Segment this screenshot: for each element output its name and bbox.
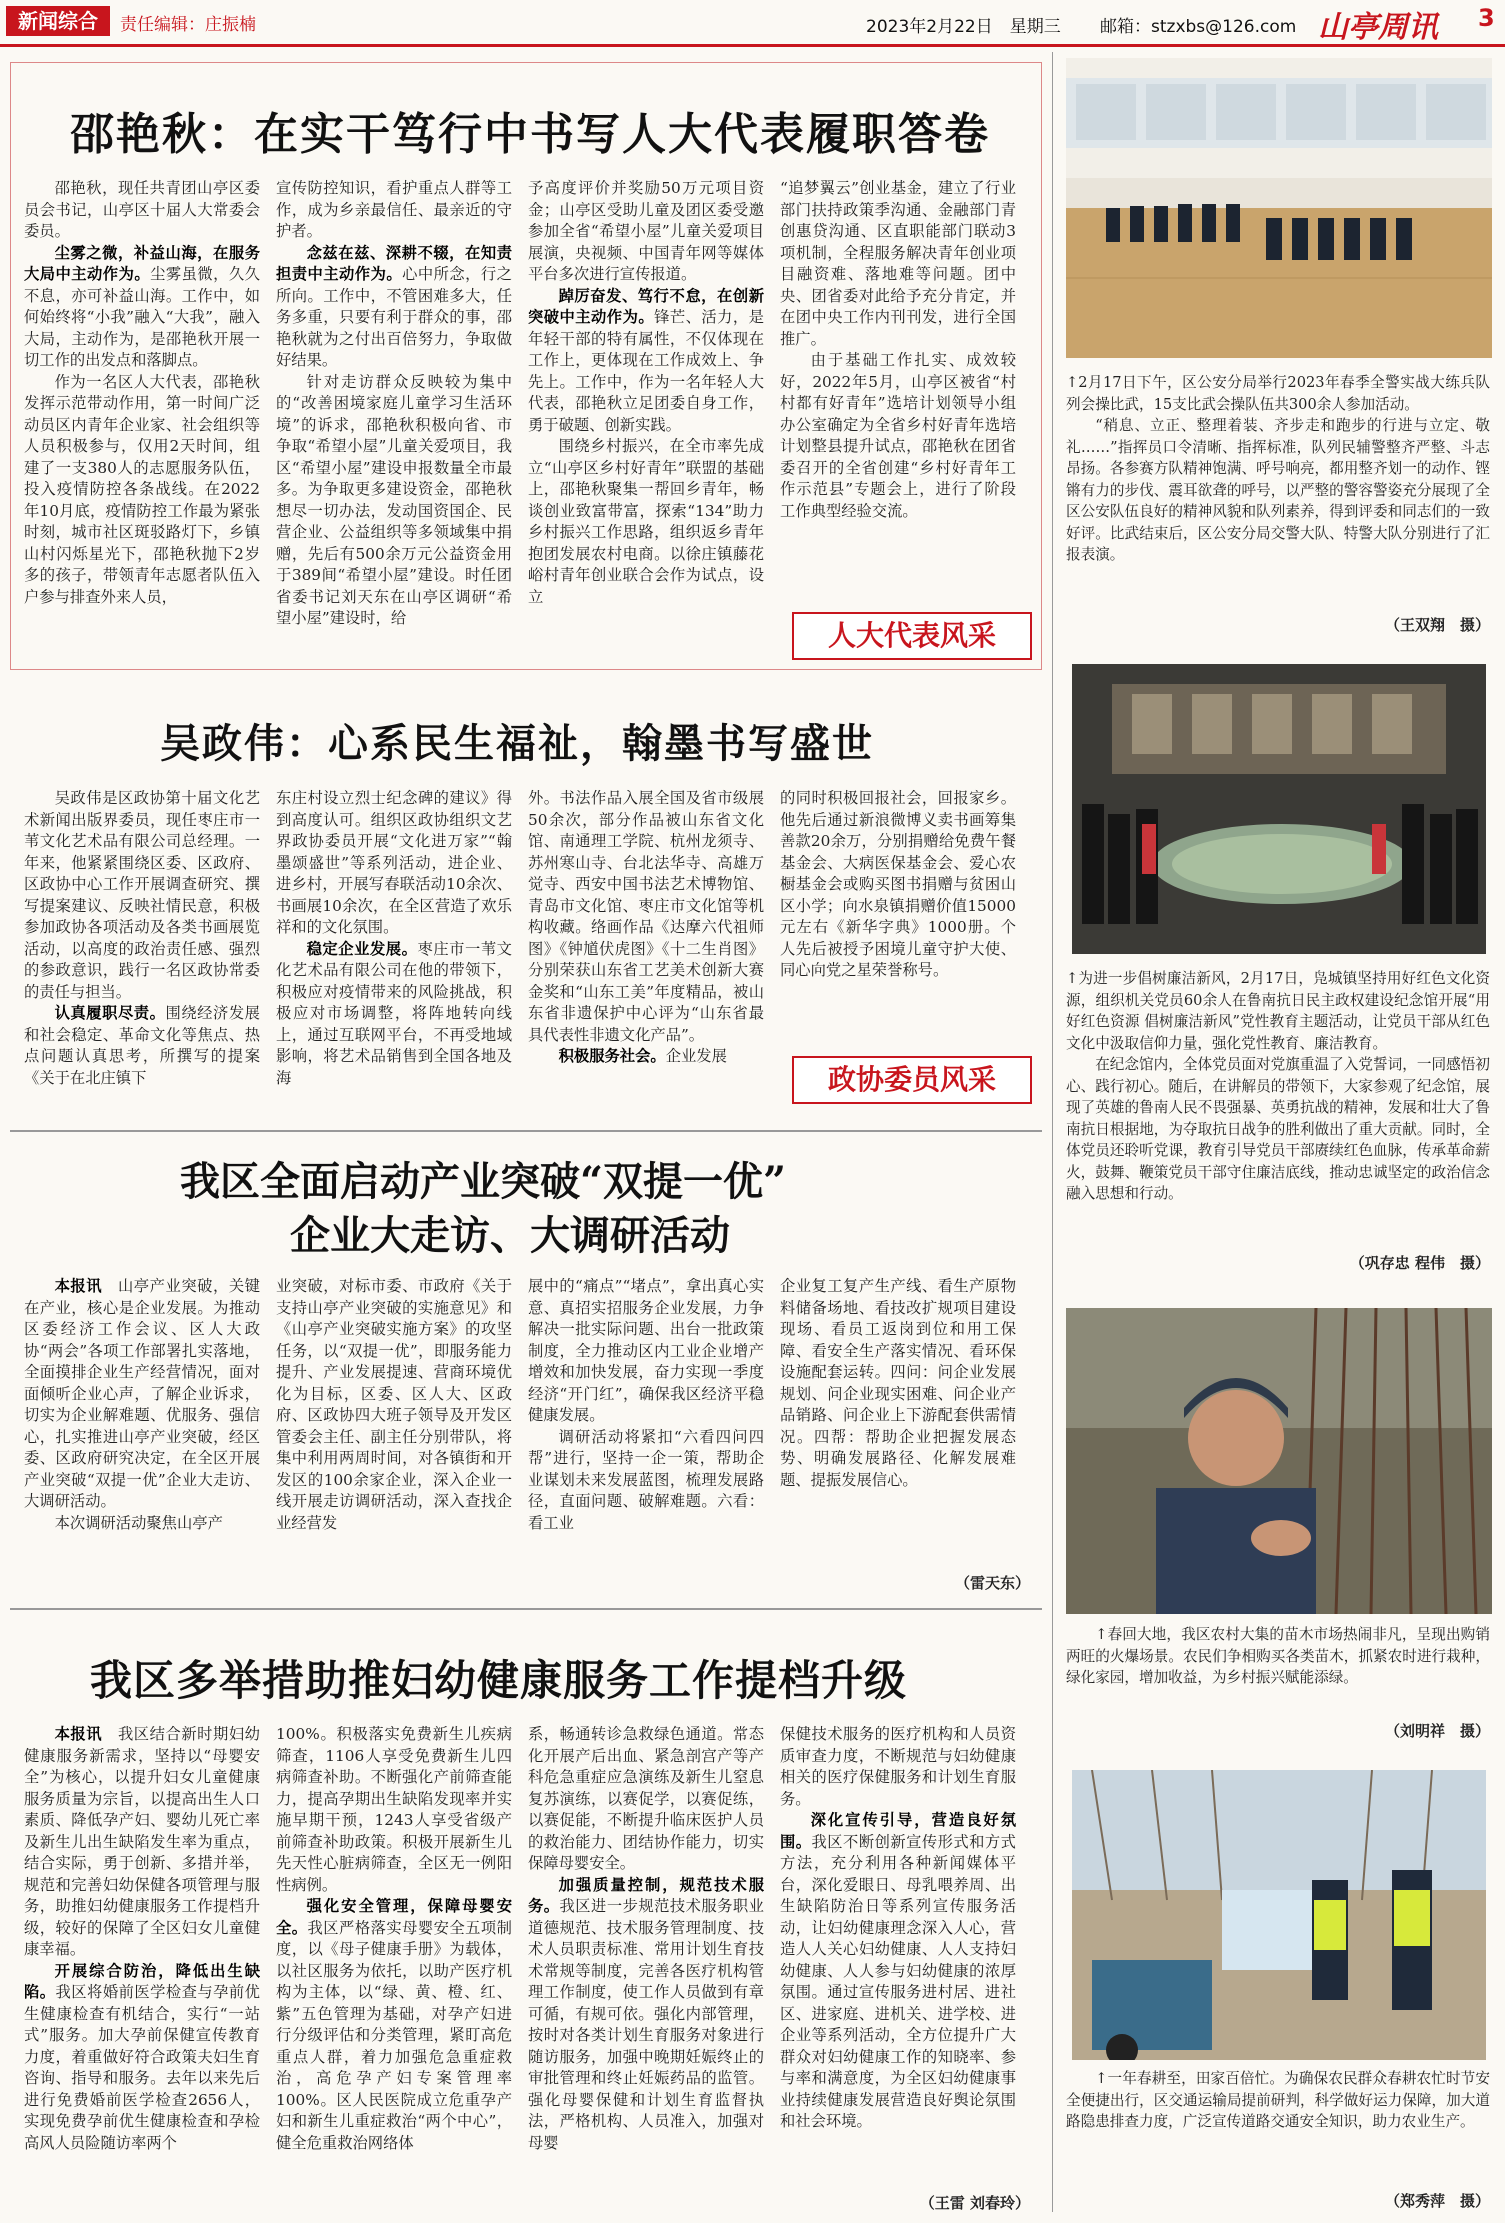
caption-text: “稍息、立正、整理着装、齐步走和跑步的行进与立定、敬礼……”指挥员口令清晰、指挥标准，队列民辅警整齐严整、斗志昂扬。各参赛方队精神饱满、呼号响亮，都用整齐划一的动作、铿锵有力的步伐、震耳欲聋的呼号，以严整的警容警姿充分展现了全区公安队伍良好的精神风貌和队列素养，得到评委和同志们的一致好评。比武结束后，区公安分局交警大队、特警大队分别进行了汇报表演。 xyxy=(1066,417,1490,563)
photo3-credit: （刘明祥 摄） xyxy=(1384,1722,1490,1740)
paragraph: 宣传防控知识，看护重点人群等工作，成为乡亲最信任、最亲近的守护者。 xyxy=(276,179,512,240)
paragraph: 枣庄市一苇文化艺术品有限公司在他的带领下，积极应对疫情带来的风险挑战，积极应对市场调整，将阵地转向线上，通过互联网平台，不再受地域影响，将艺术品销售到全国各地及海 xyxy=(276,939,512,1087)
museum-visit-photo xyxy=(1072,664,1486,954)
paragraph: 业突破，对标市委、市政府《关于支持山亭产业突破的实施意见》和《山亭产业突破实施方案》的攻坚任务，以“双提一优”，即服务能力提升、产业发展提速、营商环境优化为目标，区委、区人大、区政府、区政协四大班子领导及开发区管委会主任、副主任分别带队，将集中利用两周时间，对各镇街和开发区的100余家企业，深入企业一线开展走访调研活动，深入查找企业经营发 xyxy=(276,1277,512,1532)
lead-text: 积极服务社会。 xyxy=(558,1047,666,1065)
photo1-credit: （王双翔 摄） xyxy=(1384,616,1490,634)
museum-visit-caption xyxy=(1066,968,1490,1248)
paragraph: 我区严格落实母婴安全五项制度，以《母子健康手册》为载体，以社区服务为依托，以助产医疗机构为主体，以“绿、黄、橙、红、紫”五色管理为基础，对孕产妇进行分级评估和分类管理，紧盯高危重点人群，着力加强危急重症救治，高危孕产妇专案管理率100%。区人民医院成立危重孕产妇和新生儿重症救治“两个中心”，健全危重救治网络体 xyxy=(276,1918,512,2152)
caption-text: ↑为进一步倡树廉洁新风，2月17日，凫城镇坚持用好红色文化资源，组织机关党员60余人在鲁南抗日民主政权建设纪念馆开展“用好红色资源 倡树廉洁新风”党性教育主题活动，让党员干部从红色文化中汲取信仰力量，强化党性教育、廉洁教育。 xyxy=(1066,970,1490,1052)
paragraph: 100%。积极落实免费新生儿疾病筛查，1106人享受免费新生儿四病筛查补助。不断强化产前筛查能力，提高孕期出生缺陷发现率并实施早期干预，1243人享受省级产前筛查补助政策。积极开展新生儿先天性心脏病筛查，全区无一例阳性病例。 xyxy=(276,1725,512,1894)
article1-col4 xyxy=(780,178,1016,598)
lead-text: 开展综合防治，降低出生缺陷。 xyxy=(24,1961,260,2001)
paragraph: 我区不断创新宣传形式和方式方法，充分利用各种新闻媒体平台，深化爱眼日、母乳喂养周、出生缺陷防治日等系列宣传服务活动，让妇幼健康理念深入人心，营造人人关心妇幼健康、人人支持妇幼健康、人人参与妇幼健康的浓厚氛围。通过宣传服务进村居、进社区、进家庭、进机关、进学校、进企业等系列活动，全方位提升广大群众对妇幼健康工作的知晓率、参与率和满意度，为全区妇幼健康事业持续健康发展营造良好舆论氛围和社会环境。 xyxy=(780,1832,1016,2130)
article2-col1 xyxy=(24,788,260,1120)
museum-visit-image xyxy=(1072,664,1486,954)
photo2-credit: （巩存忠 程伟 摄） xyxy=(1349,1254,1490,1272)
paragraph: 予高度评价并奖励50万元项目资金；山亭区受助儿童及团区委受邀参加全省“希望小屋”儿童关爱项目展演，央视频、中国青年网等媒体平台多次进行宣传报道。 xyxy=(528,179,764,283)
article2-col3 xyxy=(528,788,764,1120)
lead-text: 念兹在兹、深耕不辍，在知责担责中主动作为。 xyxy=(276,243,512,283)
paragraph: 的同时积极回报社会，回报家乡。他先后通过新浪微博义卖书画筹集善款20余万，分别捐赠给免费午餐基金会、大病医保基金会、爱心农橱基金会或购买图书捐赠与贫困山区小学；向水泉镇捐赠价值15000元左右《新华字典》1000册。个人先后被授予困境儿童守护大使、同心向党之星荣誉称号。 xyxy=(780,789,1016,979)
article4-title: 我区多举措助推妇幼健康服务工作提档升级 xyxy=(90,1656,908,1705)
caption-text: ↑春回大地，我区农村大集的苗木市场热闹非凡，呈现出购销两旺的火爆场景。农民们争相购买各类苗木，抓紧农时进行栽种，绿化家园，增加收益，为乡村振兴赋能添绿。 xyxy=(1066,1626,1490,1686)
seedling-market-image xyxy=(1066,1308,1492,1614)
paragraph: 外。书法作品入展全国及省市级展50余次，部分作品被山东省文化馆、南通理工学院、杭州龙须寺、苏州寒山寺、台北法华寺、高雄万觉寺、西安中国书法艺术博物馆、青岛市文化馆、枣庄市文化馆等机构收藏。络画作品《达摩六代祖师图》《钟馗伏虎图》《十二生肖图》分别荣获山东省工艺美术创新大赛金奖和“山东工美”年度精品，被山东省非遗保护中心评为“山东省最具代表性非遗文化产品”。 xyxy=(528,789,764,1044)
article2-col4 xyxy=(780,788,1016,1038)
article1-col3 xyxy=(528,178,764,668)
article2-title: 吴政伟：心系民生福祉，翰墨书写盛世 xyxy=(160,720,874,767)
article4-credit: （王雷 刘春玲） xyxy=(919,2194,1030,2212)
lead-text: 踔厉奋发、笃行不怠，在创新突破中主动作为。 xyxy=(528,286,764,326)
seedling-market-caption xyxy=(1066,1624,1490,1714)
paragraph: 我区结合新时期妇幼健康服务新需求，坚持以“母婴安全”为核心，以提升妇女儿童健康服务质量为宗旨，以提高出生人口素质、降低孕产妇、婴幼儿死亡率及新生儿出生缺陷发生率为重点，结合实际，勇于创新、多措并举，规范和完善妇幼保健各项管理与服务，助推妇幼健康服务工作提档升级，较好的保障了全区妇女儿童健康幸福。 xyxy=(24,1725,260,1958)
police-drill-image xyxy=(1066,58,1492,358)
article3-title-line2: 企业大走访、大调研活动 xyxy=(290,1212,730,1259)
traffic-police-image xyxy=(1072,1770,1486,2060)
paragraph: 针对走访群众反映较为集中的“改善困境家庭儿童学习生活环境”的诉求，邵艳秋积极向省、市争取“希望小屋”儿童关爱项目，我区“希望小屋”建设申报数量全市最多。为争取更多建设资金，邵艳秋想尽一切办法，发动国资国企、民营企业、公益组织等多领域集中捐赠，先后有500余万元公益资金用于389间“希望小屋”建设。时任团省委书记刘天东在山亭区调研“希望小屋”建设时，给 xyxy=(276,372,512,627)
seedling-market-photo xyxy=(1066,1308,1492,1614)
paragraph: 企业发展 xyxy=(665,1047,727,1065)
paragraph: 围绕乡村振兴，在全市率先成立“山亭区乡村好青年”联盟的基础上，邵艳秋聚集一帮回乡青年，畅谈创业致富带富，探索“134”助力乡村振兴工作思路，组织返乡青年抱团发展农村电商。以徐庄镇藤花峪村青年创业联合会作为试点，设立 xyxy=(528,437,764,606)
article3-title-line1: 我区全面启动产业突破“双提一优” xyxy=(180,1158,787,1205)
article4-col2 xyxy=(276,1724,512,2214)
article3-col4 xyxy=(780,1276,1016,1566)
article2-col2 xyxy=(276,788,512,1120)
paragraph: 尘雾虽微，久久不息，亦可补益山海。工作中，如何始终将“小我”融入“大我”，融入大局，主动作为，是邵艳秋开展一切工作的出发点和落脚点。 xyxy=(24,265,260,369)
paper-logo: 山亭周讯 xyxy=(1318,10,1438,45)
paragraph: 邵艳秋，现任共青团山亭区委员会书记，山亭区十届人大常委会委员。 xyxy=(24,179,260,240)
lead-text: 本报讯 xyxy=(54,1277,103,1295)
lead-text: 本报讯 xyxy=(54,1725,103,1743)
article1-col2 xyxy=(276,178,512,668)
lead-text: 稳定企业发展。 xyxy=(306,939,418,958)
paragraph: 系，畅通转诊急救绿色通道。常态化开展产后出血、紧急剖宫产等产科危急重症应急演练及新生儿窒息复苏演练，以赛促学，以赛促练，以赛促能，不断提升临床医护人员的救治能力、团结协作能力，切实保障母婴安全。 xyxy=(528,1725,764,1872)
police-drill-caption xyxy=(1066,372,1490,608)
paragraph: 锋芒、活力，是年轻干部的特有属性，不仅体现在工作上，更体现在工作成效上、争先上。工作中，作为一名年轻人大代表，邵艳秋立足团委自身工作，勇于破题、创新实践。 xyxy=(528,308,764,434)
caption-text: 在纪念馆内，全体党员面对党旗重温了入党誓词，一同感悟初心、践行初心。随后，在讲解员的带领下，大家参观了纪念馆，展现了英雄的鲁南人民不畏强暴、英勇抗战的精神，发展和壮大了鲁南抗日根据地，为夺取抗日战争的胜利做出了重大贡献。同时，全体党员还聆听党课，教育引导党员干部赓续红色血脉，传承革命薪火，鼓舞、鞭策党员干部守住廉洁底线，推动忠诚坚定的政治信念融入思想和行动。 xyxy=(1066,1056,1490,1202)
caption-text: ↑一年春耕至，田家百倍忙。为确保农民群众春耕农忙时节安全便捷出行，区交通运输局提前研判，科学做好运力保障，加大道路隐患排查力度，广泛宣传道路交通安全知识，助力农业生产。 xyxy=(1066,2070,1490,2130)
paragraph: 展中的“痛点”“堵点”，拿出真心实意、真招实招服务企业发展，力争解决一批实际问题、出台一批政策制度，全力推动区内工业企业增产增效和加快发展，奋力实现一季度经济“开门红”，确保我区经济平稳健康发展。 xyxy=(528,1277,764,1424)
police-drill-photo xyxy=(1066,58,1492,358)
lead-text: 深化宣传引导，营造良好氛围。 xyxy=(780,1811,1016,1851)
article4-col3 xyxy=(528,1724,764,2214)
section-badge: 新闻综合 xyxy=(6,6,110,36)
article1-tag: 人大代表风采 xyxy=(792,612,1032,660)
paragraph: 山亭产业突破，关键在产业，核心是企业发展。为推动区委经济工作会议、区人大政协“两会”各项工作部署扎实落地，全面摸排企业生产经营情况，面对面倾听企业心声，了解企业诉求，切实为企业解难题、优服务、强信心，扎实推进山亭产业突破，经区委、区政府研究决定，在全区开展产业突破“双提一优”企业大走访、大调研活动。 xyxy=(24,1277,260,1510)
paragraph: 本次调研活动聚焦山亭产 xyxy=(54,1513,223,1532)
column-divider xyxy=(1052,52,1053,2212)
lead-text: 认真履职尽责。 xyxy=(54,1004,166,1022)
email-line: 邮箱：stzxbs@126.com xyxy=(1100,17,1297,37)
article2-tag: 政协委员风采 xyxy=(792,1056,1032,1104)
paragraph: 调研活动将紧扣“六看四问四帮”进行，坚持一企一策，帮助企业谋划未来发展蓝图，梳理发展路径，直面问题、破解难题。六看：看工业 xyxy=(528,1427,764,1532)
article1-col1 xyxy=(24,178,260,668)
editor-line: 责任编辑：庄振楠 xyxy=(120,15,256,35)
paragraph: 东庄村设立烈士纪念碑的建议》得到高度认可。组织区政协组织文艺界政协委员开展“文化进万家”“翰墨颂盛世”等系列活动，进企业、进乡村，开展写春联活动10余次、书画展10余次，在全区营造了欢乐祥和的文化氛围。 xyxy=(276,789,512,936)
date-line: 2023年2月22日 星期三 xyxy=(866,17,1061,37)
paragraph: “追梦翼云”创业基金，建立了行业部门扶持政策季沟通、金融部门青创惠贷沟通、区直职能部门联动3项机制，全程服务解决青年创业项目融资难、落地难等问题。团中央、团省委对此给予充分肯定，并在团中央工作内刊刊发，进行全国推广。 xyxy=(780,179,1016,348)
lead-text: 加强质量控制，规范技术服务。 xyxy=(528,1875,764,1915)
article1-title: 邵艳秋：在实干笃行中书写人大代表履职答卷 xyxy=(70,109,990,160)
paragraph: 由于基础工作扎实、成效较好，2022年5月，山亭区被省“村村都有好青年”选培计划领导小组办公室确定为全省乡村好青年选培计划整县提升试点，邵艳秋在团省委召开的全省创建“乡村好青年工作示范县”专题会上，进行了阶段工作典型经验交流。 xyxy=(780,351,1016,520)
divider xyxy=(10,1130,1042,1132)
paragraph: 围绕经济发展和社会稳定、革命文化等焦点、热点问题认真思考，所撰写的提案《关于在北庄镇下 xyxy=(24,1004,260,1087)
paragraph: 我区进一步规范技术服务职业道德规范、技术服务管理制度、技术人员职责标准、常用计划生育技术常规等制度，完善各医疗机构管理工作制度，使工作人员做到有章可循，有规可依。强化内部管理，按时对各类计划生育服务对象进行随访服务，加强中晚期妊娠终止的审批管理和终止妊娠药品的监管。强化母婴保健和计划生育监督执法，严格机构、人员准入，加强对母婴 xyxy=(528,1897,764,2152)
divider xyxy=(10,1608,1042,1610)
article4-col1 xyxy=(24,1724,260,2214)
lead-text: 强化安全管理，保障母婴安全。 xyxy=(276,1897,512,1937)
paragraph: 我区将婚前医学检查与孕前优生健康检查有机结合，实行“一站式”服务。加大孕前保健宣传教育力度，着重做好符合政策夫妇生育咨询、指导和服务。去年以来先后进行免费婚前医学检查2656人，实现免费孕前优生健康检查和孕检高风人员险随访率两个 xyxy=(24,1983,260,2152)
article3-credit: （雷天东） xyxy=(954,1574,1030,1592)
paragraph: 保健技术服务的医疗机构和人员资质审查力度，不断规范与妇幼健康相关的医疗保健服务和计划生育服务。 xyxy=(780,1725,1016,1808)
paragraph: 心中所念，行之所向。工作中，不管困难多大，任务多重，只要有利于群众的事，邵艳秋就为之付出百倍努力，争取做好结果。 xyxy=(276,265,512,369)
article3-col1 xyxy=(24,1276,260,1596)
paragraph: 作为一名区人大代表，邵艳秋发挥示范带动作用，第一时间广泛动员区内青年企业家、社会组织等人员积极参与，仅用2天时间，组建了一支380人的志愿服务队伍，投入疫情防控各条战线。在2022年10月底，疫情防控工作最为紧张时刻，城市社区斑驳路灯下，乡镇山村闪烁星光下，邵艳秋抛下2岁多的孩子，带领青年志愿者队伍入户参与排查外来人员， xyxy=(24,372,260,606)
photo4-credit: （郑秀萍 摄） xyxy=(1384,2192,1490,2210)
paragraph: 吴政伟是区政协第十届文化艺术新闻出版界委员，现任枣庄市一苇文化艺术品有限公司总经理。一年来，他紧紧围绕区委、区政府、区政协中心工作开展调查研究、撰写提案建议、反映社情民意，积极参加政协各项活动及各类书画展览活动，以高度的政治责任感、强烈的参政意识，践行一名区政协常委的责任与担当。 xyxy=(24,789,260,1001)
paragraph: 企业复工复产生产线、看生产原物料储备场地、看技改扩规项目建设现场、看员工返岗到位和用工保障、看安全生产落实情况、看环保设施配套运转。四问：问企业发展规划、问企业现实困难、问企业产品销路、问企业上下游配套供需情况。四帮：帮助企业把握发展态势、明确发展路径、化解发展难题、提振发展信心。 xyxy=(780,1277,1016,1489)
traffic-police-photo xyxy=(1072,1770,1486,2060)
article4-col4 xyxy=(780,1724,1016,2184)
caption-text: ↑2月17日下午，区公安分局举行2023年春季全警实战大练兵队列会操比武，15支比武会操队伍共300余人参加活动。 xyxy=(1066,374,1490,413)
article3-col2 xyxy=(276,1276,512,1596)
article3-col3 xyxy=(528,1276,764,1596)
traffic-police-caption xyxy=(1066,2068,1490,2180)
page-number: 3 xyxy=(1478,4,1495,32)
lead-text: 尘雾之微，补益山海，在服务大局中主动作为。 xyxy=(24,243,260,283)
